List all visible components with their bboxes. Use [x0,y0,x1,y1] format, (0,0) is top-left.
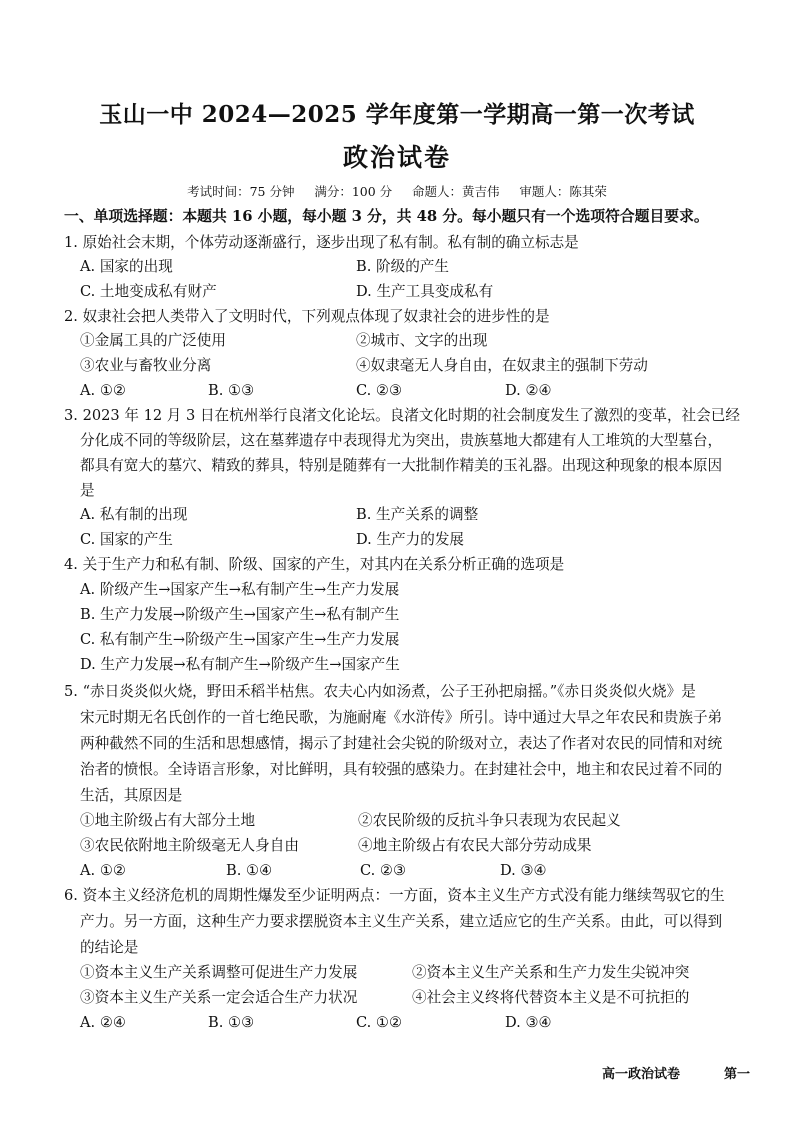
q6-item-2: ②资本主义生产关系和生产力发生尖锐冲突 [412,964,690,981]
section-heading: 一、单项选择题：本题共 16 小题，每小题 3 分，共 48 分。每小题只有一个选项符合题目要求。 [64,208,709,225]
q5-option-c: C. ②③ [360,862,407,879]
q6-stem-line-3: 的结论是 [80,939,139,956]
q4-option-a: A. 阶级产生→国家产生→私有制产生→生产力发展 [80,581,400,598]
q3-stem-line-3: 都具有宽大的墓穴、精致的葬具，特别是随葬有一大批制作精美的玉礼器。出现这种现象的根本原因 [80,457,723,474]
q5-stem-line-4: 治者的愤恨。全诗语言形象，对比鲜明，具有较强的感染力。在封建社会中，地主和农民过着不同的 [80,761,723,778]
q5-item-1: ①地主阶级占有大部分土地 [80,812,256,829]
q2-item-1: ①金属工具的广泛使用 [80,332,226,349]
q6-option-a: A. ②④ [80,1014,126,1031]
q3-stem-line-1: 3. 2023 年 12 月 3 日在杭州举行良渚文化论坛。良渚文化时期的社会制度发生了激烈的变革，社会已经 [64,407,740,424]
q5-item-2: ②农民阶级的反抗斗争只表现为农民起义 [358,812,621,829]
q3-option-b: B. 生产关系的调整 [356,506,479,523]
q4-option-d: D. 生产力发展→私有制产生→阶级产生→国家产生 [80,656,400,673]
q1-option-b: B. 阶级的产生 [356,258,449,275]
q5-stem-line-5: 生活，其原因是 [80,787,183,804]
q3-option-d: D. 生产力的发展 [356,531,465,548]
q1-stem: 1. 原始社会末期，个体劳动逐渐盛行，逐步出现了私有制。私有制的确立标志是 [64,234,579,251]
exam-subtitle: 政治试卷 [342,143,451,172]
q6-stem-line-1: 6. 资本主义经济危机的周期性爆发至少证明两点：一方面，资本主义生产方式没有能力继续驾驭它的生 [64,887,725,904]
q5-option-d: D. ③④ [500,862,547,879]
q1-option-a: A. 国家的出现 [80,258,173,275]
q1-option-c: C. 土地变成私有财产 [80,283,217,300]
q5-stem-line-2: 宋元时期无名氏创作的一首七绝民歌，为施耐庵《水浒传》所引。诗中通过大旱之年农民和贵族子弟 [80,709,723,726]
q2-option-b: B. ①③ [208,382,255,399]
footer-page: 第一 [724,1067,751,1082]
q5-stem-line-3: 两种截然不同的生活和思想感情，揭示了封建社会尖锐的阶级对立，表达了作者对农民的同情和对统 [80,735,723,752]
q2-option-d: D. ②④ [505,382,552,399]
exam-meta: 考试时间：75 分钟 满分：100 分 命题人：黄吉伟 审题人：陈其荣 [187,184,607,199]
q4-stem: 4. 关于生产力和私有制、阶级、国家的产生，对其内在关系分析正确的选项是 [64,556,565,573]
q3-option-c: C. 国家的产生 [80,531,173,548]
exam-title: 玉山一中 2024—2025 学年度第一学期高一第一次考试 [99,101,695,128]
q6-option-b: B. ①③ [208,1014,255,1031]
q6-option-c: C. ①② [356,1014,403,1031]
q6-option-d: D. ③④ [505,1014,552,1031]
q3-stem-line-4: 是 [80,482,95,499]
q2-item-3: ③农业与畜牧业分离 [80,357,212,374]
q2-stem: 2. 奴隶社会把人类带入了文明时代，下列观点体现了奴隶社会的进步性的是 [64,308,550,325]
q1-option-d: D. 生产工具变成私有 [356,283,494,300]
q4-option-b: B. 生产力发展→阶级产生→国家产生→私有制产生 [80,606,400,623]
q6-item-1: ①资本主义生产关系调整可促进生产力发展 [80,964,358,981]
q3-option-a: A. 私有制的出现 [80,506,188,523]
q6-item-3: ③资本主义生产关系一定会适合生产力状况 [80,989,358,1006]
q4-option-c: C. 私有制产生→阶级产生→国家产生→生产力发展 [80,631,400,648]
q6-item-4: ④社会主义终将代替资本主义是不可抗拒的 [412,989,690,1006]
q2-option-a: A. ①② [80,382,126,399]
footer-subject: 高一政治试卷 [602,1067,681,1082]
q5-option-a: A. ①② [80,862,126,879]
q2-item-2: ②城市、文字的出现 [356,332,488,349]
q5-option-b: B. ①④ [226,862,273,879]
q5-stem-line-1: 5. “赤日炎炎似火烧，野田禾稻半枯焦。农夫心内如汤煮，公子王孙把扇摇。”《赤日炎炎似火烧》是 [64,683,696,700]
q3-stem-line-2: 分化成不同的等级阶层，这在墓葬遗存中表现得尤为突出，贵族墓地大都建有人工堆筑的大型墓台， [80,432,723,449]
q6-stem-line-2: 产力。另一方面，这种生产力要求摆脱资本主义生产关系，建立适应它的生产关系。由此，可以得到 [80,913,723,930]
q5-item-3: ③农民依附地主阶级毫无人身自由 [80,837,299,854]
q2-option-c: C. ②③ [356,382,403,399]
q2-item-4: ④奴隶毫无人身自由，在奴隶主的强制下劳动 [356,357,648,374]
q5-item-4: ④地主阶级占有农民大部分劳动成果 [358,837,592,854]
